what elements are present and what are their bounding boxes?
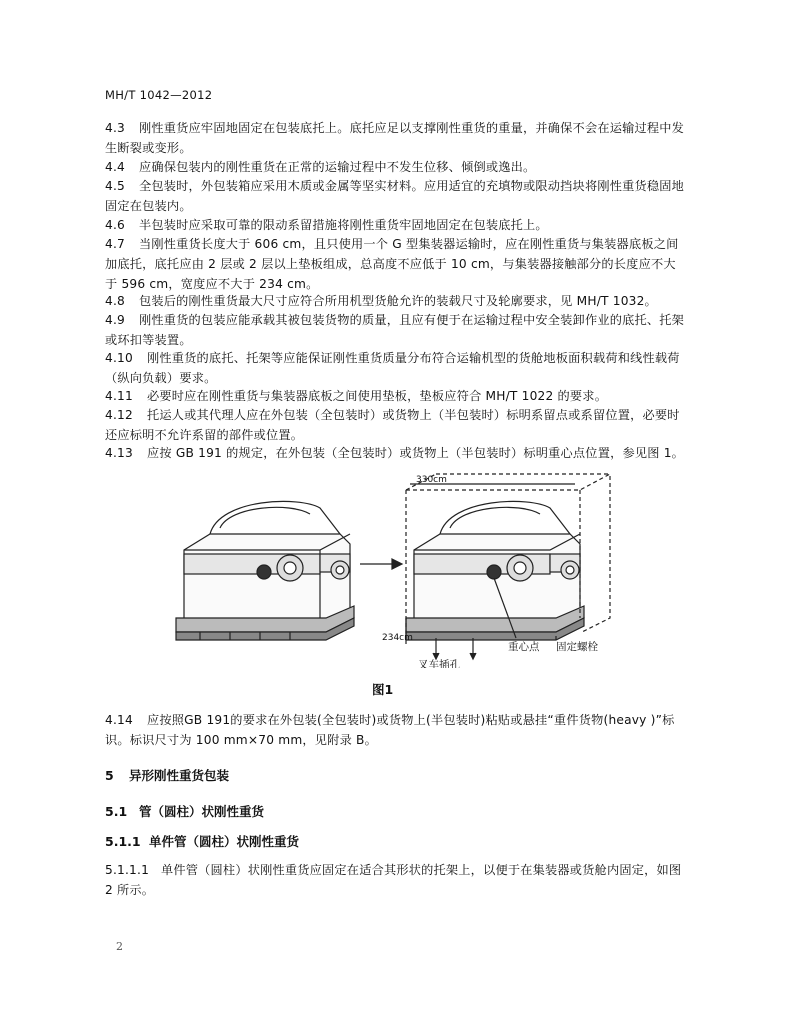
- section-title: 单件管（圆柱）状刚性重货: [149, 834, 300, 849]
- fixing-bolt-label: 固定螺栓: [556, 641, 598, 653]
- clause-4-10: [105, 348, 687, 388]
- clause-text: 半包装时应采取可靠的限动系留措施将刚性重货牢固地固定在包装底托上。: [139, 218, 548, 232]
- clause-4-7: [105, 234, 687, 294]
- clause-4-13: [105, 443, 687, 463]
- clause-text: 应确保包装内的刚性重货在正常的运输过程中不发生位移、倾倒或逸出。: [139, 160, 536, 174]
- machine-left-drawing: [176, 501, 354, 640]
- clause-number: 4.4: [105, 160, 125, 174]
- clause-4-11: [105, 386, 687, 406]
- section-number: 5.1: [105, 804, 128, 819]
- clause-number: 4.8: [105, 294, 125, 308]
- cog-symbol-icon: [257, 565, 271, 579]
- clause-text: 必要时应在刚性重货与集装器底板之间使用垫板，垫板应符合 MH/T 1022 的要求。: [147, 389, 608, 403]
- section-title: 异形刚性重货包装: [129, 768, 230, 783]
- page-number: 2: [116, 940, 123, 953]
- figure-1: [170, 468, 620, 668]
- clause-4-12: [105, 405, 687, 445]
- clause-number: 4.11: [105, 389, 133, 403]
- clause-number: 4.14: [105, 713, 133, 727]
- clause-number: 4.3: [105, 121, 125, 135]
- clause-number: 4.12: [105, 408, 133, 422]
- section-5-heading: [105, 766, 229, 784]
- center-of-gravity-label: 重心点: [508, 641, 540, 653]
- clause-text: 托运人或其代理人应在外包装（全包装时）或货物上（半包装时）标明系留点或系留位置，必要时还应标明不允许系留的部件或位置。: [105, 408, 680, 442]
- clause-4-5: [105, 176, 687, 216]
- clause-4-4: [105, 157, 687, 177]
- clause-4-9: [105, 310, 687, 350]
- clause-4-8: [105, 291, 687, 311]
- clause-text: 包装后的刚性重货最大尺寸应符合所用机型货舱允许的装载尺寸及轮廓要求，见 MH/T 1032。: [139, 294, 657, 308]
- clause-5-1-1-1: [105, 860, 687, 900]
- clause-text: 应按 GB 191 的规定，在外包装（全包装时）或货物上（半包装时）标明重心点位置，参见图 1。: [147, 446, 685, 460]
- section-number: 5: [105, 768, 114, 783]
- clause-number: 4.5: [105, 179, 125, 193]
- section-5-1-heading: [105, 802, 264, 820]
- standard-code-header: MH/T 1042—2012: [105, 88, 213, 102]
- dim-length-label: 330cm: [416, 475, 447, 485]
- clause-number: 5.1.1.1: [105, 863, 150, 877]
- clause-text: 当刚性重货长度大于 606 cm，且只使用一个 G 型集装器运输时，应在刚性重货与集装器底板之间加底托，底托应由 2 层或 2 层以上垫板组成，总高度不应低于 10 cm，与集装器接触部分的长度应不大于 596 cm，宽度应不大于 234 cm。: [105, 237, 679, 291]
- clause-number: 4.9: [105, 313, 125, 327]
- clause-text: 刚性重货的底托、托架等应能保证刚性重货质量分布符合运输机型的货舱地板面积载荷和线性载荷（纵向负载）要求。: [105, 351, 680, 385]
- section-5-1-1-heading: [105, 832, 299, 850]
- dim-width-label: 234cm: [382, 633, 413, 643]
- clause-number: 4.6: [105, 218, 125, 232]
- clause-number: 4.10: [105, 351, 133, 365]
- cog-symbol-icon: [487, 565, 501, 579]
- machine-right-drawing: [406, 501, 584, 640]
- clause-text: 全包装时，外包装箱应采用木质或金属等坚实材料。应用适宜的充填物或限动挡块将刚性重货稳固地固定在包装内。: [105, 179, 685, 213]
- clause-text: 应按照GB 191的要求在外包装(全包装时)或货物上(半包装时)粘贴或悬挂“重件货物(heavy )”标识。标识尺寸为 100 mm×70 mm，见附录 B。: [105, 713, 675, 747]
- section-number: 5.1.1: [105, 834, 141, 849]
- clause-text: 刚性重货应牢固地固定在包装底托上。底托应足以支撑刚性重货的重量，并确保不会在运输过程中发生断裂或变形。: [105, 121, 685, 155]
- clause-4-6: [105, 215, 687, 235]
- clause-number: 4.13: [105, 446, 133, 460]
- clause-text: 单件管（圆柱）状刚性重货应固定在适合其形状的托架上，以便于在集装器或货舱内固定，如图 2 所示。: [105, 863, 682, 897]
- clause-text: 刚性重货的包装应能承载其被包装货物的质量，且应有便于在运输过程中安全装卸作业的底托、托架或环扣等装置。: [105, 313, 685, 347]
- figure-1-drawing: [170, 468, 620, 668]
- forklift-hole-label: 叉车插孔: [418, 659, 460, 668]
- clause-4-3: [105, 118, 687, 158]
- clause-4-14: [105, 710, 687, 750]
- arrow-head-icon: [392, 559, 402, 569]
- section-title: 管（圆柱）状刚性重货: [139, 804, 265, 819]
- clause-number: 4.7: [105, 237, 125, 251]
- figure-1-caption: 图1: [372, 682, 394, 697]
